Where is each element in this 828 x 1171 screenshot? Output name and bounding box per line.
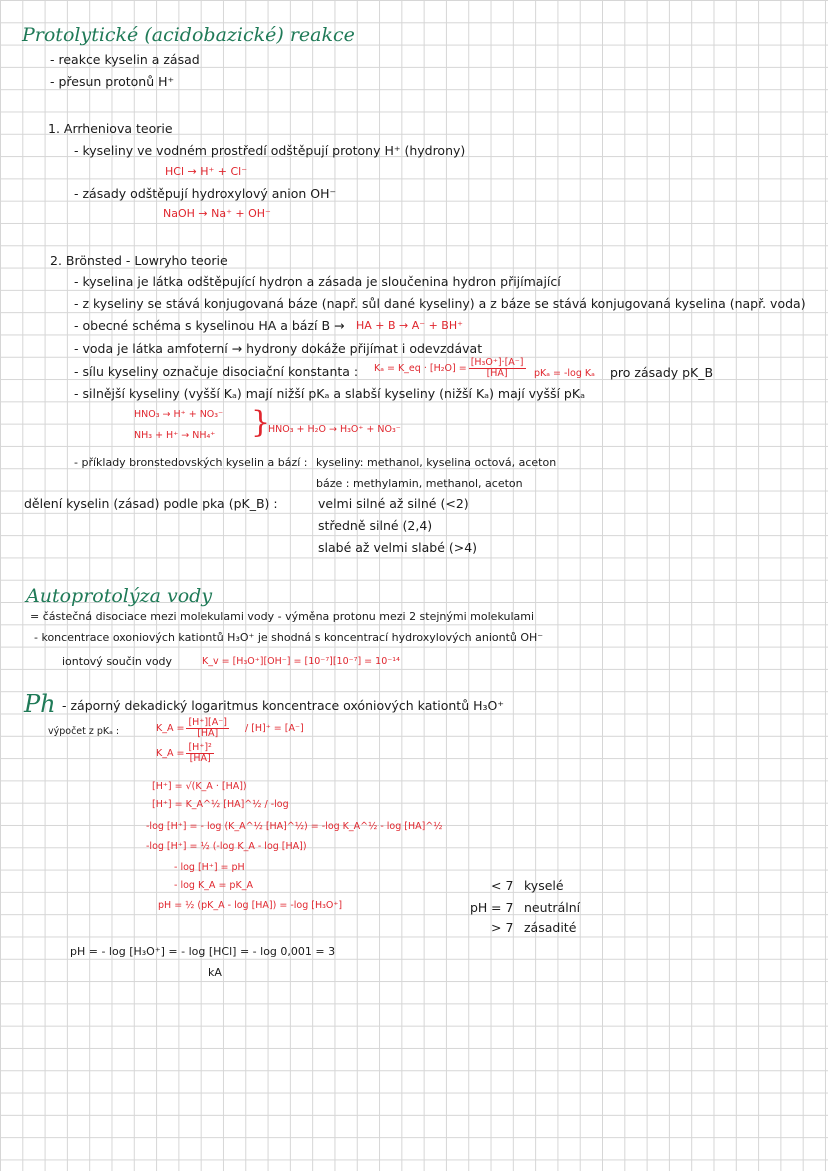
formula-part: / [H]⁺ = [A⁻] <box>244 723 304 735</box>
ph-scale-label-neutral: neutrální <box>524 900 581 915</box>
examples-acids: kyseliny: methanol, kyselina octová, aceton <box>316 456 557 469</box>
formula-line: -log [H⁺] = - log (K_A^½ [HA]^½) = -log K_A^½ - log [HA]^½ <box>146 821 443 832</box>
heading-bronsted: 2. Brönsted - Lowryho teorie <box>50 253 228 268</box>
bullet-text: - přesun protonů H⁺ <box>50 74 175 89</box>
formula-line: [H⁺] = √(K_A · [HA]) <box>152 781 247 792</box>
division-item: slabé až velmi slabé (>4) <box>318 540 478 555</box>
section-title-ph: Ph <box>24 690 56 718</box>
ph-scale-cond: < 7 <box>491 878 514 893</box>
pka-formula: pKₐ = -log Kₐ <box>534 368 595 379</box>
equation: HCl → H⁺ + Cl⁻ <box>165 165 248 178</box>
fraction-denominator: [HA] <box>189 753 211 765</box>
bullet-text: - kyseliny ve vodném prostředí odštěpují protony H⁺ (hydrony) <box>74 143 466 158</box>
definition-text: = částečná disociace mezi molekulami vody - výměna protonu mezi 2 stejnými molekulami <box>30 610 535 623</box>
fraction-denominator: [HA] <box>486 368 508 380</box>
bullet-text: - silnější kyseliny (vyšší Kₐ) mají nižší pKₐ a slabší kyseliny (nižší Kₐ) mají vyšší pKₐ <box>74 386 585 401</box>
fraction <box>186 718 229 740</box>
brace-icon: } <box>251 405 271 440</box>
equation: HNO₃ + H₂O → H₃O⁺ + NO₃⁻ <box>268 424 401 435</box>
section-title-protolytic: Protolytické (acidobazické) reakce <box>22 24 355 46</box>
bullet-text: - koncentrace oxoniových kationtů H₃O⁺ je shodná s koncentrací hydroxylových aniontů OH⁻ <box>34 631 544 644</box>
ph-example: pH = - log [H₃O⁺] = - log [HCl] = - log 0,001 = 3 <box>70 945 336 958</box>
calc-label: výpočet z pKₐ : <box>48 726 120 737</box>
fraction <box>469 358 526 380</box>
bullet-text: - z kyseliny se stává konjugovaná báze (např. sůl dané kyseliny) a z báze se stává konjugovaná kyselina (např. voda) <box>74 296 806 311</box>
formula-line <box>156 718 304 740</box>
bullet-text: - zásady odštěpují hydroxylový anion OH⁻ <box>74 186 337 201</box>
dissociation-constant-formula <box>374 358 528 380</box>
ph-scale-label: pH <box>470 900 488 915</box>
formula-line: [H⁺] = K_A^½ [HA]^½ / -log <box>152 799 289 810</box>
formula-line <box>156 743 216 765</box>
bullet-text: - reakce kyselin a zásad <box>50 52 200 67</box>
fraction-numerator: [H⁺]² <box>188 742 212 753</box>
ionic-product-formula: K_v = [H₃O⁺][OH⁻] = [10⁻⁷][10⁻⁷] = 10⁻¹⁴ <box>202 656 400 667</box>
fraction-numerator: [H₃O⁺]·[A⁻] <box>470 357 524 368</box>
definition-text: - záporný dekadický logaritmus koncentrace oxóniových kationtů H₃O⁺ <box>62 698 504 713</box>
ph-scale-label-basic: zásadité <box>524 920 577 935</box>
ph-scale-label-acidic: kyselé <box>524 878 564 893</box>
formula-line: - log [H⁺] = pH <box>174 862 245 873</box>
examples-bases: báze : methylamin, methanol, aceton <box>316 477 523 490</box>
formula-part: K_A = <box>156 748 185 760</box>
fraction <box>186 743 213 765</box>
ph-scale-cond: > 7 <box>491 920 514 935</box>
formula-line: - log K_A = pK_A <box>174 880 253 891</box>
formula-part: Kₐ = K_eq · [H₂O] = <box>374 363 467 375</box>
ph-scale-cond: = 7 <box>491 900 514 915</box>
division-item: středně silné (2,4) <box>318 518 433 533</box>
formula-line: -log [H⁺] = ½ (-log K_A - log [HA]) <box>146 841 307 852</box>
label-text: iontový součin vody <box>62 655 173 668</box>
section-title-autoprotolysis: Autoprotolýza vody <box>26 585 213 607</box>
division-item: velmi silné až silné (<2) <box>318 496 469 511</box>
bullet-text: - voda je látka amfoterní → hydrony dokáže přijímat i odevzdávat <box>74 341 483 356</box>
equation: HNO₃ → H⁺ + NO₃⁻ <box>134 409 224 420</box>
heading-arrhenius: 1. Arrheniova teorie <box>48 121 173 136</box>
bullet-text: - kyselina je látka odštěpující hydron a zásada je sloučenina hydron přijímající <box>74 274 561 289</box>
bullet-text: - příklady bronstedovských kyselin a bází : <box>74 456 308 469</box>
ph-example-note: kA <box>208 966 222 979</box>
fraction-numerator: [H⁺][A⁻] <box>188 717 227 728</box>
equation: NaOH → Na⁺ + OH⁻ <box>163 207 271 220</box>
equation: NH₃ + H⁺ → NH₄⁺ <box>134 430 216 441</box>
division-label: dělení kyselin (zásad) podle pka (pK_B) : <box>24 496 278 511</box>
fraction-denominator: [HA] <box>197 728 219 740</box>
equation: HA + B → A⁻ + BH⁺ <box>356 319 463 332</box>
bullet-text: - sílu kyseliny označuje disociační konstanta : <box>74 364 359 379</box>
note-text: pro zásady pK_B <box>610 365 714 380</box>
bullet-text: - obecné schéma s kyselinou HA a bází B → <box>74 318 345 333</box>
formula-part: K_A = <box>156 723 185 735</box>
formula-line: pH = ½ (pK_A - log [HA]) = -log [H₃O⁺] <box>158 900 343 911</box>
